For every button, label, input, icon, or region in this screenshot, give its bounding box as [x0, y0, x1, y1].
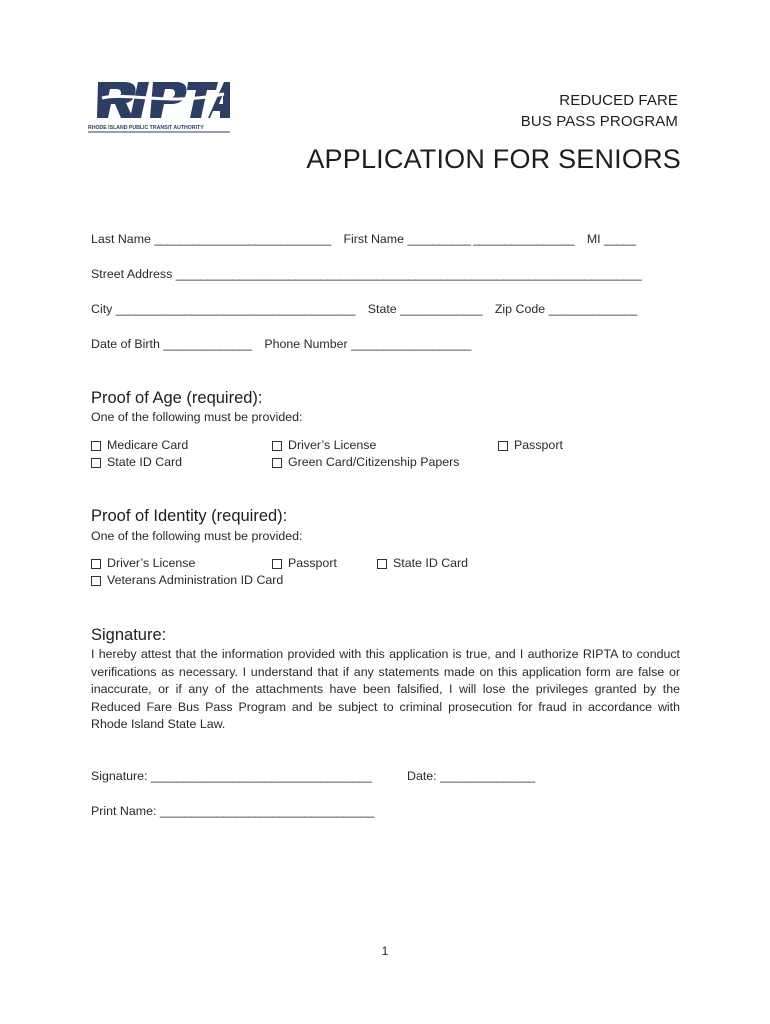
checkbox-icon[interactable]	[91, 576, 101, 586]
print-name-label: Print Name:	[91, 804, 157, 818]
date-field[interactable]: _______________	[440, 769, 535, 783]
mi-field[interactable]: _____	[604, 232, 636, 246]
page-number: 1	[381, 944, 389, 958]
age-option-state-id[interactable]: State ID Card	[91, 455, 182, 469]
zip-label: Zip Code	[494, 302, 546, 316]
identity-option-state-id[interactable]: State ID Card	[377, 556, 468, 570]
city-label: City	[91, 302, 113, 316]
logo-underline	[88, 132, 230, 133]
phone-label: Phone Number	[264, 337, 348, 351]
zip-field[interactable]: ______________	[548, 302, 637, 316]
checkbox-icon[interactable]	[91, 559, 101, 569]
checkbox-icon[interactable]	[272, 441, 282, 451]
date-label: Date:	[407, 769, 437, 783]
street-field[interactable]: __________________________________________________________________________	[175, 267, 642, 281]
name-row	[91, 232, 636, 246]
signature-row	[91, 769, 371, 783]
age-option-drivers-license[interactable]: Driver’s License	[272, 438, 376, 452]
signature-heading: Signature:	[91, 626, 167, 644]
street-label: Street Address	[91, 267, 173, 281]
date-row	[407, 769, 534, 783]
proof-of-identity-note: One of the following must be provided:	[91, 529, 303, 543]
signature-field[interactable]: ___________________________________	[150, 769, 372, 783]
dob-field[interactable]: ______________	[163, 337, 252, 351]
street-row	[91, 267, 641, 281]
identity-option-veterans-id[interactable]: Veterans Administration ID Card	[91, 573, 283, 587]
mi-label: MI	[586, 232, 601, 246]
city-row	[91, 302, 637, 316]
checkbox-icon[interactable]	[272, 458, 282, 468]
state-label: State	[367, 302, 397, 316]
print-name-field[interactable]: __________________________________	[159, 804, 374, 818]
age-option-green-card[interactable]: Green Card/Citizenship Papers	[272, 455, 460, 469]
age-option-passport[interactable]: Passport	[498, 438, 563, 452]
checkbox-icon[interactable]	[91, 458, 101, 468]
dob-row	[91, 337, 471, 351]
program-name	[521, 90, 678, 132]
first-name-label: First Name	[343, 232, 405, 246]
dob-label: Date of Birth	[91, 337, 160, 351]
state-field[interactable]: _____________	[400, 302, 482, 316]
phone-field[interactable]: ___________________	[351, 337, 471, 351]
print-name-row	[91, 804, 374, 818]
first-name-field[interactable]: __________ ________________	[407, 232, 574, 246]
program-line-1: REDUCED FARE	[559, 92, 678, 109]
last-name-field[interactable]: ____________________________	[154, 232, 331, 246]
checkbox-icon[interactable]	[91, 441, 101, 451]
age-option-medicare[interactable]: Medicare Card	[91, 438, 188, 452]
signature-label: Signature:	[91, 769, 148, 783]
identity-option-passport[interactable]: Passport	[272, 556, 337, 570]
attestation-paragraph: I hereby attest that the information provided with this application is true, and I authorize RIPTA to conduct verifications as necessary. I understand that if any statements made on this application form are false or inaccurate, or if any of the attachments have been falsified, I will lose the privileges granted by the Reduced Fare Bus Pass Program and be subject to criminal prosecution for fraud in accordance with Rhode Island State Law.	[91, 647, 680, 732]
proof-of-age-heading: Proof of Age (required):	[91, 389, 263, 407]
ripta-logo	[88, 76, 230, 134]
checkbox-icon[interactable]	[498, 441, 508, 451]
proof-of-identity-heading: Proof of Identity (required):	[91, 507, 288, 525]
proof-of-age-note: One of the following must be provided:	[91, 410, 303, 424]
page-title: APPLICATION FOR SENIORS	[306, 144, 681, 174]
city-field[interactable]: ______________________________________	[115, 302, 355, 316]
logo-tagline: RHODE ISLAND PUBLIC TRANSIT AUTHORITY	[88, 125, 204, 131]
checkbox-icon[interactable]	[377, 559, 387, 569]
identity-option-drivers-license[interactable]: Driver’s License	[91, 556, 195, 570]
last-name-label: Last Name	[91, 232, 151, 246]
checkbox-icon[interactable]	[272, 559, 282, 569]
program-line-2: BUS PASS PROGRAM	[520, 113, 678, 130]
